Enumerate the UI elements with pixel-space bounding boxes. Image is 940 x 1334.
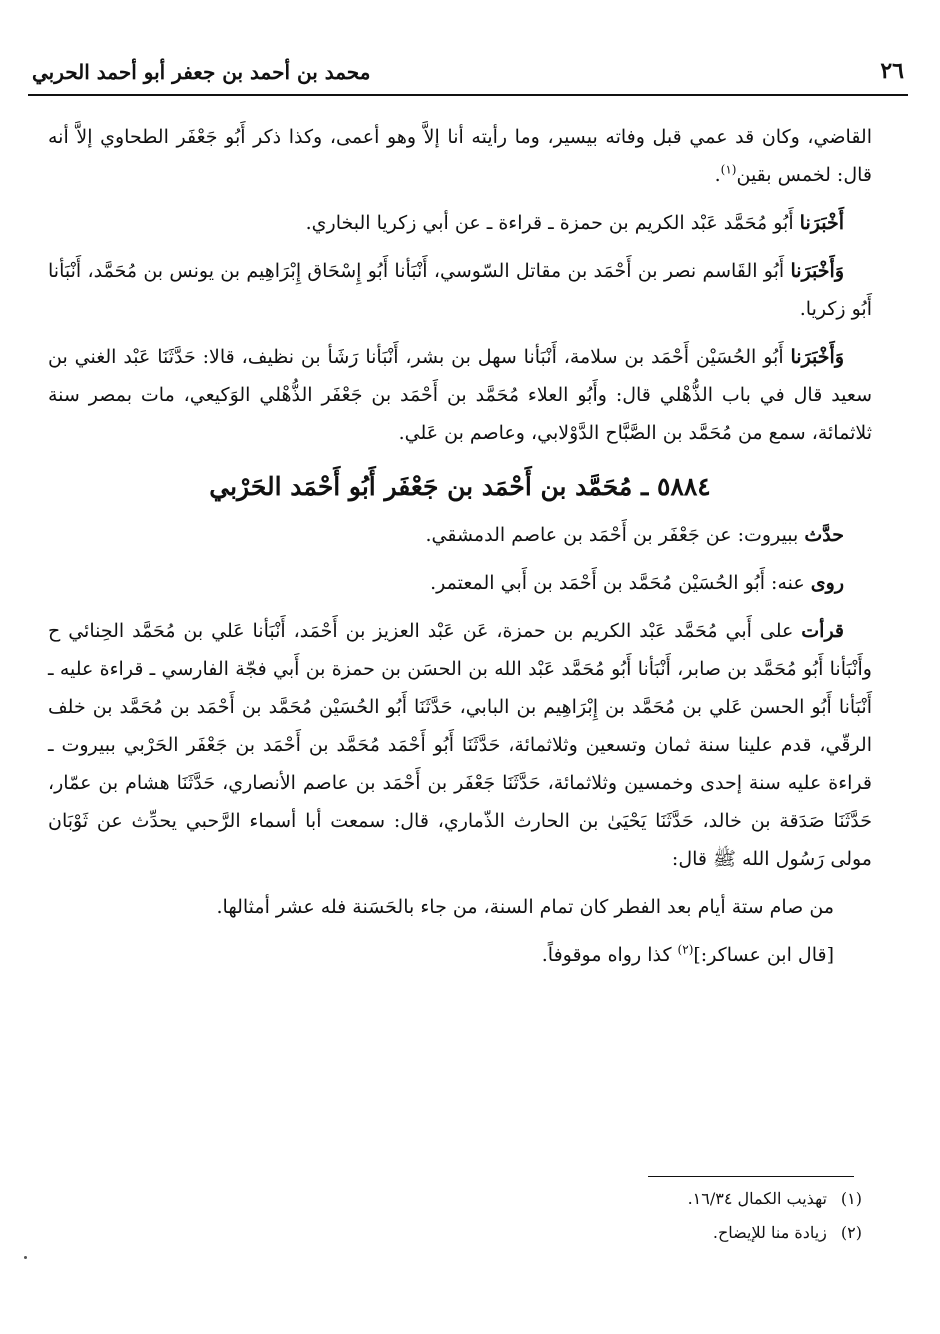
paragraph-text: القاضي، وكان قد عمي قبل وفاته بيسير، وما رأيته أنا إلاَّ وهو أعمى، وكذا ذكر أَبُو جَعْفَر الطحاوي إلاَّ أنه قال: لخمس بقين <box>48 126 872 186</box>
footnote-text: زيادة منا للإيضاح. <box>712 1223 827 1242</box>
paragraph <box>48 516 872 554</box>
footnote-number: (٢) <box>840 1223 862 1242</box>
paragraph <box>48 612 872 878</box>
narration-keyword: قرأت <box>801 620 845 642</box>
footnote <box>480 1216 862 1250</box>
editor-note <box>48 936 872 974</box>
paragraph-text: ببيروت: عن جَعْفَر بن أَحْمَد بن عاصم الدمشقي. <box>425 524 799 546</box>
narration-keyword: حدَّث <box>804 524 844 546</box>
paragraph-text: على أَبي مُحَمَّد عَبْد الكريم بن حمزة، عَن عَبْد العزيز بن أَحْمَد، أَنْبَأنا عَلي بن مُحَمَّد الحِنائي ح وأَنْبَأنا أَبُو مُحَمَّد بن صابر، أَنْبَأنا أَبُو مُحَمَّد عَبْد الله بن الحسَن بن حمزة بن أَبي فجّة الفارسي ـ قراءة عليه ـ أَنْبَأنا أَبُو الحسن عَلي بن مُحَمَّد بن إِبْرَاهِيم بن البابي، حَدَّثَنَا أَبُو الحُسَيْن مُحَمَّد بن أَحْمَد بن مُحَمَّد بن خلف الرقّي، قدم علينا سنة ثمان وتسعين وثلاثمائة، حَدَّثَنَا أَبُو أَحْمَد مُحَمَّد بن أَحْمَد بن جَعْفَر الحَرْبي ببيروت ـ قراءة عليه سنة إحدى وخمسين وثلاثمائة، حَدَّثَنَا جَعْفَر بن أَحْمَد بن عاصم الأنصاري، حَدَّثَنَا هشام بن عمّار، حَدَّثَنَا صَدَقة بن خالد، حَدَّثَنَا يَحْيَىٰ بن الحارث الذّماري، قال: سمعت أبا أسماء الرَّحبي يحدِّث عن ثَوْبَان مولى رَسُول الله ﷺ قال: <box>48 620 872 870</box>
paragraph-text: أَبُو مُحَمَّد عَبْد الكريم بن حمزة ـ قراءة ـ عن أبي زكريا البخاري. <box>305 212 794 234</box>
narration-keyword: وَأَخْبَرَنا <box>790 260 844 282</box>
narration-keyword: روى <box>810 572 844 594</box>
paragraph-text: أَبُو الحُسَيْن أَحْمَد بن سلامة، أَنْبَأنا سهل بن بشر، أَنْبَأنا رَشَأ بن نظيف، قالا: حَدَّثَنَا عَبْد الغني بن سعيد قال في باب الذُّهْلي قال: وأَبُو العلاء مُحَمَّد بن أَحْمَد بن جَعْفَر الذُّهْلي الوَكيعي، مات بمصر سنة ثلاثمائة، سمع من مُحَمَّد بن الصَّبَّاح الدَّوْلابي، وعاصم بن عَلي. <box>48 346 872 444</box>
hadith-text: من صام ستة أيام بعد الفطر كان تمام السنة، من جاء بالحَسَنة فله عشر أمثالها. <box>216 896 834 918</box>
paragraph <box>48 564 872 602</box>
paragraph-text: أَبُو القَاسم نصر بن أَحْمَد بن مقاتل السّوسي، أَنْبَأنا أَبُو إِسْحَاق إِبْرَاهِيم بن يونس بن مُحَمَّد، أَنْبَأنا أَبُو زكريا. <box>48 260 872 320</box>
footnote-ref: (١) <box>720 162 737 177</box>
paragraph <box>48 118 872 194</box>
footnote-ref: (٢) <box>677 942 694 957</box>
footnotes <box>480 1182 862 1250</box>
page-header <box>28 58 908 96</box>
narration-keyword: أَخْبَرَنا <box>799 212 844 234</box>
paragraph <box>48 252 872 328</box>
paragraph-text: عنه: أَبُو الحُسَيْن مُحَمَّد بن أَحْمَد بن أَبي المعتمر. <box>430 572 805 594</box>
main-text <box>48 118 872 984</box>
editor-bracket: [قال ابن عساكر:] <box>693 944 834 966</box>
narration-keyword: وَأَخْبَرَنا <box>790 346 844 368</box>
paragraph <box>48 204 872 242</box>
paragraph-tail: . <box>714 164 721 186</box>
footnote-number: (١) <box>840 1189 862 1208</box>
scan-speck <box>24 1256 27 1259</box>
footnote <box>480 1182 862 1216</box>
paragraph <box>48 338 872 452</box>
page-number: ٢٦ <box>880 58 904 84</box>
entry-title: ٥٨٨٤ ـ مُحَمَّد بن أَحْمَد بن جَعْفَر أَبُو أَحْمَد الحَرْبي <box>209 472 711 501</box>
running-title: محمد بن أحمد بن جعفر أبو أحمد الحربي <box>32 60 371 84</box>
footnote-divider <box>648 1176 854 1177</box>
editor-note-text: كذا رواه موقوفاً. <box>541 944 672 966</box>
footnote-text: تهذيب الكمال ١٦/٣٤. <box>687 1189 827 1208</box>
